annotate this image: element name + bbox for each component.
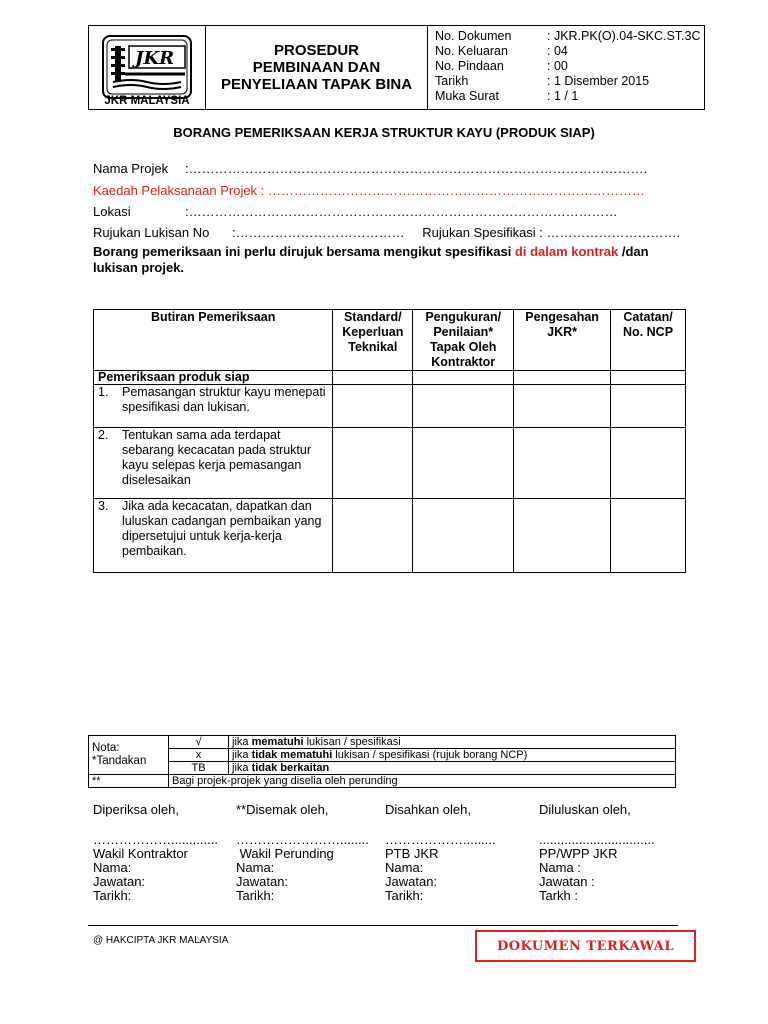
legend-desc: [229, 736, 676, 749]
signature-block-ptb: [385, 803, 496, 903]
meta-row: [435, 44, 704, 59]
legend-desc: [229, 749, 676, 762]
meta-row: [435, 59, 704, 74]
signature-heading: Diluluskan oleh,: [539, 802, 631, 817]
signature-nama[interactable]: Nama:: [385, 860, 424, 875]
signature-jawatan[interactable]: Jawatan:: [93, 874, 146, 889]
table-cell[interactable]: [413, 428, 514, 499]
meta-value: : 1 Disember 2015: [547, 74, 650, 88]
item-text: Pemasangan struktur kayu menepati spesifikasi dan lukisan.: [122, 385, 326, 414]
legend-text: lukisan / spesifikasi (rujuk borang NCP): [332, 749, 528, 761]
signature-role: PP/WPP JKR: [539, 846, 618, 861]
field-nama-projek[interactable]: [93, 161, 647, 176]
legend-symbol: √: [169, 736, 229, 749]
table-cell[interactable]: [514, 499, 611, 573]
table-cell[interactable]: [413, 371, 514, 385]
meta-row: [435, 89, 704, 104]
section-label: Pemeriksaan produk siap: [94, 371, 333, 385]
table-cell[interactable]: [611, 385, 686, 428]
legend-bold: mematuhi: [251, 736, 304, 748]
title-line: PROSEDUR: [273, 42, 359, 59]
signature-tarikh[interactable]: Tarikh:: [385, 888, 424, 903]
item-cell: [94, 428, 333, 499]
note-text-end: /dan lukisan projek.: [93, 244, 649, 275]
table-cell[interactable]: [333, 499, 413, 573]
field-value: :…………………………………: [232, 225, 405, 240]
legend-text: lukisan / spesifikasi: [303, 736, 401, 748]
table-row: [94, 385, 686, 428]
field-value: :………………………………………………………………………………………: [185, 204, 618, 219]
field-label: Nama Projek: [93, 161, 169, 176]
meta-key: Muka Surat: [435, 89, 499, 103]
legend-row: [89, 775, 676, 788]
signature-role: Wakil Kontraktor: [93, 846, 188, 861]
legend-row: [89, 762, 676, 775]
signature-block-kontraktor: [93, 803, 218, 903]
logo-cell: [89, 26, 206, 109]
signature-nama[interactable]: Nama :: [539, 860, 581, 875]
meta-key: Tarikh: [435, 74, 469, 88]
item-number: 1.: [98, 385, 109, 399]
signature-heading: Diperiksa oleh,: [93, 802, 179, 817]
signature-line[interactable]: ................................: [539, 832, 655, 847]
col-header: Butiran Pemeriksaan: [94, 310, 333, 371]
title-line: PEMBINAAN DAN: [252, 59, 381, 76]
legend-table: [88, 735, 676, 788]
field-value: :…………………………………………………………………………………………….: [185, 161, 648, 176]
col-header: Catatan/ No. NCP: [611, 310, 686, 371]
signature-tarikh[interactable]: Tarikh:: [236, 888, 275, 903]
legend-row: [89, 749, 676, 762]
signature-block-pp: [539, 803, 655, 903]
signature-jawatan[interactable]: Jawatan:: [385, 874, 438, 889]
note-red-text: di dalam kontrak: [514, 244, 619, 259]
legend-text: jika: [232, 762, 252, 774]
procedure-title: [206, 26, 428, 109]
item-number: 3.: [98, 499, 109, 513]
item-cell: [94, 499, 333, 573]
col-header: Standard/ Keperluan Teknikal: [333, 310, 413, 371]
signature-role: PTB JKR: [385, 846, 439, 861]
meta-value: : 00: [547, 59, 568, 73]
signature-heading: Disahkan oleh,: [385, 802, 471, 817]
item-text: Tentukan sama ada terdapat sebarang kecacatan pada struktur kayu selepas kerja pemasangan diselesaikan: [122, 428, 312, 487]
meta-row: [435, 29, 704, 44]
legend-desc: [229, 762, 676, 775]
title-line: PENYELIAAN TAPAK BINA: [220, 76, 413, 93]
nota-label: Nota:: [92, 742, 120, 754]
jkr-logo-icon: [101, 34, 193, 100]
item-cell: [94, 385, 333, 428]
signature-line[interactable]: ……………………........: [236, 832, 369, 847]
signature-tarikh[interactable]: Tarkh :: [539, 888, 579, 903]
item-number: 2.: [98, 428, 109, 442]
meta-row: [435, 74, 704, 89]
legend-text: jika: [232, 736, 252, 748]
controlled-document-stamp: DOKUMEN TERKAWAL: [475, 930, 696, 962]
table-cell[interactable]: [413, 499, 514, 573]
table-cell[interactable]: [611, 428, 686, 499]
svg-text:JKR: JKR: [135, 48, 175, 69]
field-label: Rujukan Lukisan No: [93, 225, 210, 240]
table-row: [94, 428, 686, 499]
table-header-row: [94, 310, 686, 371]
footer-divider: [88, 925, 678, 926]
signature-jawatan[interactable]: Jawatan :: [539, 874, 595, 889]
signature-role: Wakil Perunding: [236, 846, 334, 861]
table-cell[interactable]: [333, 371, 413, 385]
col-header: Pengesahan JKR*: [514, 310, 611, 371]
col-header: Pengukuran/ Penilaian* Tapak Oleh Kontraktor: [413, 310, 514, 371]
document-header: [88, 25, 705, 110]
note-text: Borang pemeriksaan ini perlu dirujuk bersama mengikut spesifikasi: [93, 244, 515, 259]
signature-block-perunding: [236, 803, 369, 903]
legend-bold: tidak mematuhi: [251, 749, 333, 761]
legend-bold: tidak berkaitan: [251, 762, 330, 774]
signature-tarikh[interactable]: Tarikh:: [93, 888, 132, 903]
field-label: Kaedah Pelaksanaan Projek : ……………………………………………………………………………: [93, 183, 645, 198]
table-cell[interactable]: [333, 428, 413, 499]
tandakan-label: *Tandakan: [92, 755, 147, 767]
table-cell[interactable]: [514, 385, 611, 428]
meta-value: : 04: [547, 44, 568, 58]
field-label: Lokasi: [93, 204, 131, 219]
meta-value: : 1 / 1: [547, 89, 579, 103]
meta-key: No. Keluaran: [435, 44, 508, 58]
table-cell[interactable]: [413, 385, 514, 428]
instruction-note: [93, 244, 693, 276]
legend-label: [89, 736, 169, 775]
form-title: BORANG PEMERIKSAAN KERJA STRUKTUR KAYU (PRODUK SIAP): [173, 125, 595, 140]
table-cell[interactable]: [333, 385, 413, 428]
table-cell[interactable]: [611, 371, 686, 385]
table-cell[interactable]: [611, 499, 686, 573]
table-cell[interactable]: [514, 371, 611, 385]
legend-text: jika: [232, 749, 252, 761]
signature-heading: **Disemak oleh,: [236, 802, 329, 817]
signature-nama[interactable]: Nama:: [93, 860, 132, 875]
field-kaedah-pelaksanaan[interactable]: [93, 183, 645, 198]
copyright-text: @ HAKCIPTA JKR MALAYSIA: [93, 935, 229, 946]
document-meta: [428, 26, 704, 109]
legend-row: [89, 736, 676, 749]
legend-symbol: x: [169, 749, 229, 762]
legend-desc: Bagi projek-projek yang diselia oleh perunding: [169, 775, 676, 788]
field-rujukan-lukisan[interactable]: [93, 225, 680, 240]
meta-value: : JKR.PK(O).04-SKC.ST.3C: [547, 29, 701, 43]
signature-line[interactable]: ……………….........: [385, 832, 496, 847]
table-row: [94, 499, 686, 573]
signature-nama[interactable]: Nama:: [236, 860, 275, 875]
logo-caption: JKR MALAYSIA: [104, 95, 190, 107]
section-row: [94, 371, 686, 385]
legend-symbol: TB: [169, 762, 229, 775]
field-rujukan-spesifikasi[interactable]: Rujukan Spesifikasi : ………………………….: [422, 225, 681, 240]
inspection-table: [93, 309, 686, 573]
signature-jawatan[interactable]: Jawatan:: [236, 874, 289, 889]
meta-key: No. Dokumen: [435, 29, 512, 43]
table-cell[interactable]: [514, 428, 611, 499]
item-text: Jika ada kecacatan, dapatkan dan luluskan cadangan pembaikan yang dipersetujui untuk kerja-kerja pembaikan.: [122, 499, 322, 558]
field-lokasi[interactable]: [93, 204, 618, 219]
meta-key: No. Pindaan: [435, 59, 504, 73]
signature-line[interactable]: ……………….............: [93, 832, 218, 847]
legend-symbol: **: [89, 775, 169, 788]
